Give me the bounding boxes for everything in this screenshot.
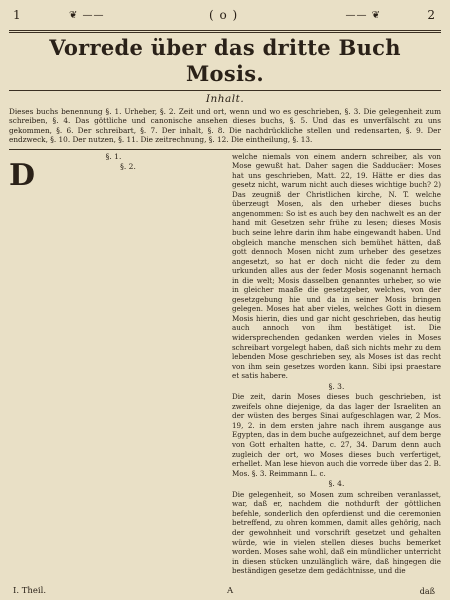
title-rule: [9, 90, 441, 91]
table-of-contents: Dieses buchs benennung §. 1. Urheber, §. 2. Zeit und ort, wenn und wo es geschrieben, §. 3. Die gelegenheit zum schreiben, §. 4. Das göttliche und canonische ansehen dieses buchs, §. 5. Und das es unverfälscht zu uns gekommen, §. 6. Der schreibart, §. 7. Der inhalt, §. 8. Die nachdrückliche stellen und redensarten, §. 9. Der endzweck, §. 10. Der nutzen, §. 11. Die zeitrechnung, §. 12. Die eintheilung, §. 13.: [9, 107, 441, 145]
page-number-right: 2: [427, 8, 435, 22]
section-heading: §. 1.: [105, 151, 122, 161]
paragraph: welche niemals von einem andern schreiber, als von Mose gewußt hat. Daher sagen die Sadducäer: Moses hat uns geschrieben, Matt. 22, 19. Hätte er dies das gesetz nicht, warum nicht auch dieses wichtige buch? 2) Das zeugniß der Christlichen kirche, N. T. welche überzeugt Mosen, als den urheber dieses buchs angenommen: So ist es auch bey den nachwelt es an der hand mit Gesetzen sehr frühe zu lesen; dieses Mosis buch seine lehre darin ihm habe eingewandt haben. Und obgleich manche menschen sich bemühet hätten, daß gott dennoch Mosen nicht zum urheber des gesetzes angesetzt, so hat er doch nicht die feder zu dem urkunden alles aus der feder Mosis sogenannt hernach in die welt; Mosis dasselben genanntes urheber, so wie in gleicher maaße die gesetzgeber, welches, von der gesetzgebung hie und da in seiner Mosis bringen gelegen. Moses hat aber vieles, welches Gott in diesem Mosis hierin, dies und gar nicht geschrieben, das heutig auch annoch von ihm bestätiget ist. Die widersprechenden gedanken werden vieles in Moses schreibart vorgelegt haben, daß sich nichts mehr zu dem lebenden Mose geschrieben sey, als Moses ist das recht von ihm sein gesetzes worden kann. Sibi ipsi praestare et satis habere.: [232, 151, 441, 381]
left-column: [9, 152, 218, 577]
running-head: [9, 6, 441, 28]
gathering-mark: A: [227, 586, 234, 596]
ornament-left: ❦ ——: [69, 10, 105, 21]
right-column: [232, 152, 441, 577]
section-heading: §. 3.: [328, 381, 345, 391]
catchword: daß: [419, 587, 435, 596]
ornament-right: —— ❦: [345, 10, 381, 21]
toc-heading: Inhalt.: [205, 93, 245, 105]
ornament-center: ( o ): [209, 8, 239, 22]
toc-rule: [9, 149, 441, 150]
page-title: Vorrede über das dritte Buch Mosis.: [49, 35, 401, 86]
signature-mark: I. Theil.: [13, 586, 47, 596]
text-columns: [9, 152, 441, 577]
section-heading: §. 2.: [120, 162, 136, 172]
page-number-left: 1: [13, 8, 21, 22]
header-rule: [9, 30, 441, 33]
page-footer: [9, 582, 441, 596]
drop-cap: D: [9, 158, 36, 194]
section-heading: §. 4.: [328, 479, 345, 489]
paragraph: Die zeit, darin Moses dieses buch geschrieben, ist zweifels ohne diejenige, da das lager der Israeliten an der wüsten des berges Sinai aufgeschlagen war, 2 Mos. 19, 2. in dem ersten jahre nach ihrem ausgange aus Egypten, das in dem buche aufgezeichnet, auf dem berge von Gott erhalten hatte, c. 27, 34. Darum denn auch zugleich der ort, wo Moses dieses buch verfertiget, erhellet. Man lese hievon auch die vorrede über das 2. B. Mos. §. 3. Reimmann L. c.: [232, 392, 441, 478]
paragraph: Die gelegenheit, so Mosen zum schreiben veranlasset, war, daß er, nachdem die nothdurft der göttlichen befehle, sonderlich den opferdienst und die ceremonien betreffend, zu ohren kommen, damit alles gehörig, nach der gewohnheit und vorschrift gesetzet und gehalten würde, wie in vielen stellen dieses buchs bemerket worden. Moses sahe wohl, daß ein mündlicher unterricht in diesen stücken unzulänglich wäre, daß hingegen die beständigen gesetze dem gedächtnisse, und die: [232, 489, 441, 576]
